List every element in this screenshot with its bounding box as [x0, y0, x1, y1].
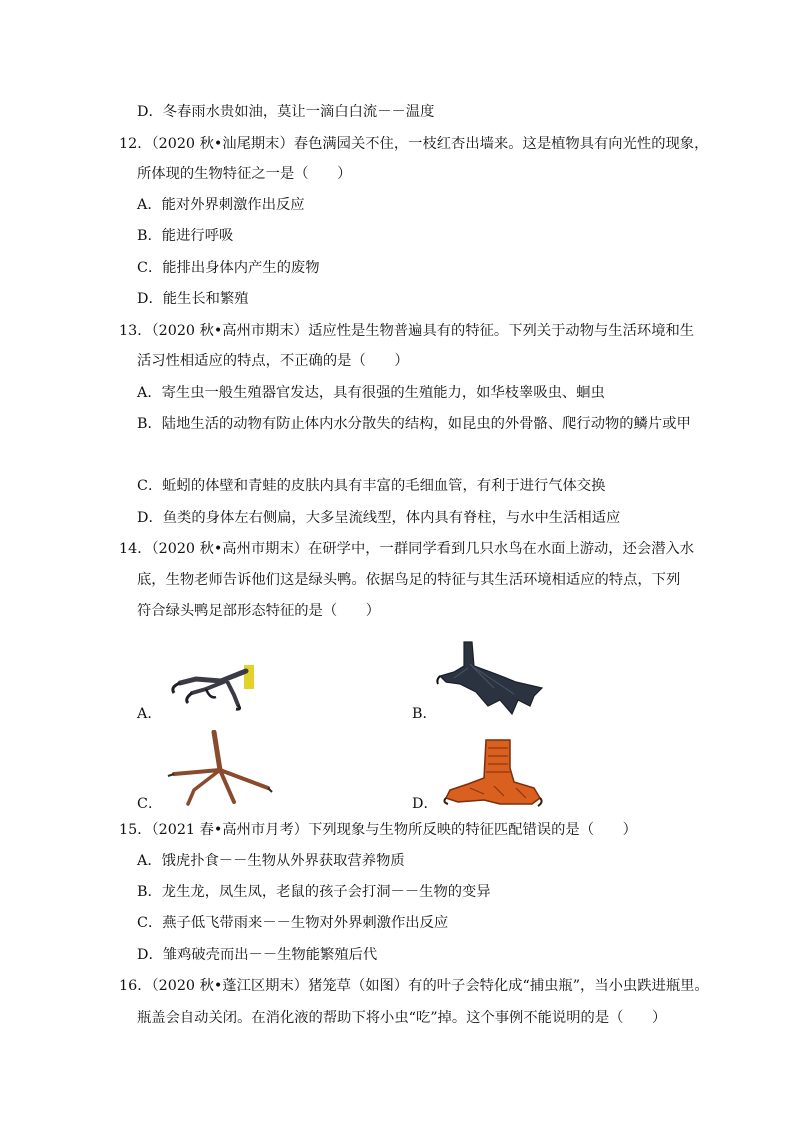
q16-stem-cont: 瓶盖会自动关闭。在消化液的帮助下将小虫“吃”掉。这个事例不能说明的是（ ） [137, 1010, 667, 1026]
q16-stem: 16．（2020 秋•蓬江区期末）猪笼草（如图）有的叶子会特化成“捕虫瓶”，当小虫跌进瓶里。 [119, 978, 709, 994]
q14-stem-cont-2: 符合绿头鸭足部形态特征的是（ ） [137, 603, 381, 619]
q12-option-d: D．能生长和繁殖 [137, 291, 249, 307]
q14-option-b-label: B． [412, 706, 437, 722]
q13-stem-cont: 活习性相适应的特点，不正确的是（ ） [137, 353, 409, 369]
q13-option-d: D．鱼类的身体左右侧扁，大多呈流线型，体内具有脊柱，与水中生活相适应 [137, 510, 621, 526]
q15-option-c: C．燕子低飞带雨来－－生物对外界刺激作出反应 [137, 915, 449, 931]
q12-option-b: B．能进行呼吸 [137, 228, 234, 244]
q13-option-a: A．寄生虫一般生殖器官发达，具有很强的生殖能力，如华枝睾吸虫、蛔虫 [137, 385, 605, 401]
q14-stem-cont-1: 底，生物老师告诉他们这是绿头鸭。依据鸟足的特征与其生活环境相适应的特点，下列 [137, 572, 681, 588]
bird-foot-scaled-orange-icon [440, 738, 544, 812]
bird-foot-webbed-icon [434, 640, 546, 718]
q12-option-a: A．能对外界刺激作出反应 [137, 197, 305, 213]
q15-stem: 15．（2021 春•高州市月考）下列现象与生物所反映的特征匹配错误的是（ ） [119, 822, 637, 838]
q15-option-d: D．雏鸡破壳而出－－生物能繁殖后代 [137, 947, 378, 963]
q13-stem: 13．（2020 秋•高州市期末）适应性是生物普遍具有的特征。下列关于动物与生活环境和生 [119, 323, 695, 339]
q14-option-d-label: D． [412, 796, 438, 812]
q13-option-b: B．陆地生活的动物有防止体内水分散失的结构，如昆虫的外骨骼、爬行动物的鳞片或甲 [137, 416, 691, 432]
q14-stem: 14．（2020 秋•高州市期末）在研学中，一群同学看到几只水鸟在水面上游动，还会潜入水 [119, 541, 695, 557]
q14-option-a-label: A． [137, 706, 162, 722]
q14-option-c-label: C． [137, 796, 163, 812]
q11-option-d: D．冬春雨水贵如油，莫让一滴白白流－－温度 [137, 104, 435, 120]
q13-option-c: C．蚯蚓的体壁和青蛙的皮肤内具有丰富的毛细血管，有利于进行气体交换 [137, 478, 606, 494]
q12-stem-cont: 所体现的生物特征之一是（ ） [137, 166, 352, 182]
q12-stem: 12．（2020 秋•汕尾期末）春色满园关不住，一枝红杏出墙来。这是植物具有向光性的现象， [119, 136, 709, 152]
q12-option-c: C．能排出身体内产生的废物 [137, 260, 320, 276]
bird-foot-curved-talons-icon [166, 661, 256, 711]
q15-option-b: B．龙生龙，凤生凤，老鼠的孩子会打洞－－生物的变异 [137, 884, 491, 900]
bird-foot-long-toes-icon [164, 730, 274, 808]
q15-option-a: A．饿虎扑食－－生物从外界获取营养物质 [137, 853, 405, 869]
